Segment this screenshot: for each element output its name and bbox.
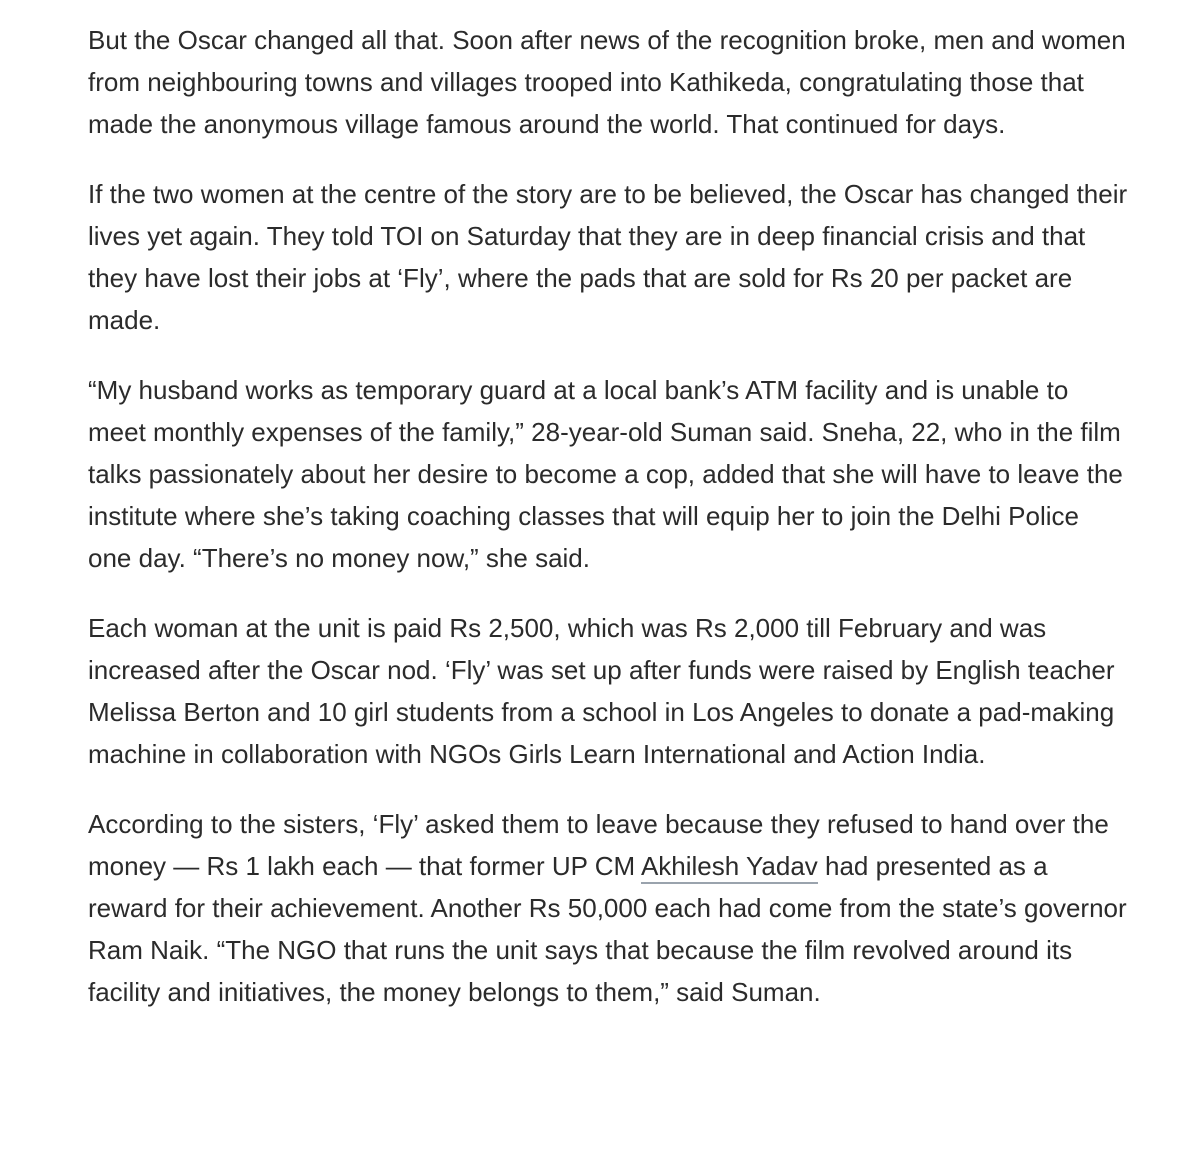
paragraph-text-before-link: According to the sisters, ‘Fly’ asked them to leave because they refused to hand over the money — Rs 1 lakh each — that former UP CM bbox=[88, 809, 1109, 881]
article-body bbox=[88, 19, 1128, 1013]
akhilesh-yadav-link[interactable]: Akhilesh Yadav bbox=[641, 851, 818, 884]
paragraph-oscar-changed: But the Oscar changed all that. Soon after news of the recognition broke, men and women from neighbouring towns and villages trooped into Kathikeda, congratulating those that made the anonymous village famous around the world. That continued for days. bbox=[88, 25, 1126, 139]
paragraph-sisters-money bbox=[88, 803, 1128, 1013]
paragraph-lives-changed: If the two women at the centre of the story are to be believed, the Oscar has changed their lives yet again. They told TOI on Saturday that they are in deep financial crisis and that they have lost their jobs at ‘Fly’, where the pads that are sold for Rs 20 per packet are made. bbox=[88, 179, 1128, 335]
paragraph-suman-quote: “My husband works as temporary guard at a local bank’s ATM facility and is unable to meet monthly expenses of the family,” 28-year-old Suman said. Sneha, 22, who in the film talks passionately about her desire to become a cop, added that she will have to leave the institute where she’s taking coaching classes that will equip her to join the Delhi Police one day. “There’s no money now,” she said. bbox=[88, 375, 1123, 573]
paragraph-fly-unit: Each woman at the unit is paid Rs 2,500, which was Rs 2,000 till February and was increased after the Oscar nod. ‘Fly’ was set up after funds were raised by English teacher Melissa Berton and 10 girl students from a school in Los Angeles to donate a pad-making machine in collaboration with NGOs Girls Learn International and Action India. bbox=[88, 613, 1115, 769]
paragraph-text-after-link: had presented as a reward for their achievement. Another Rs 50,000 each had come from the state’s governor Ram Naik. “The NGO that runs the unit says that because the film revolved around its facility and initiatives, the money belongs to them,” said Suman. bbox=[88, 851, 1127, 1007]
